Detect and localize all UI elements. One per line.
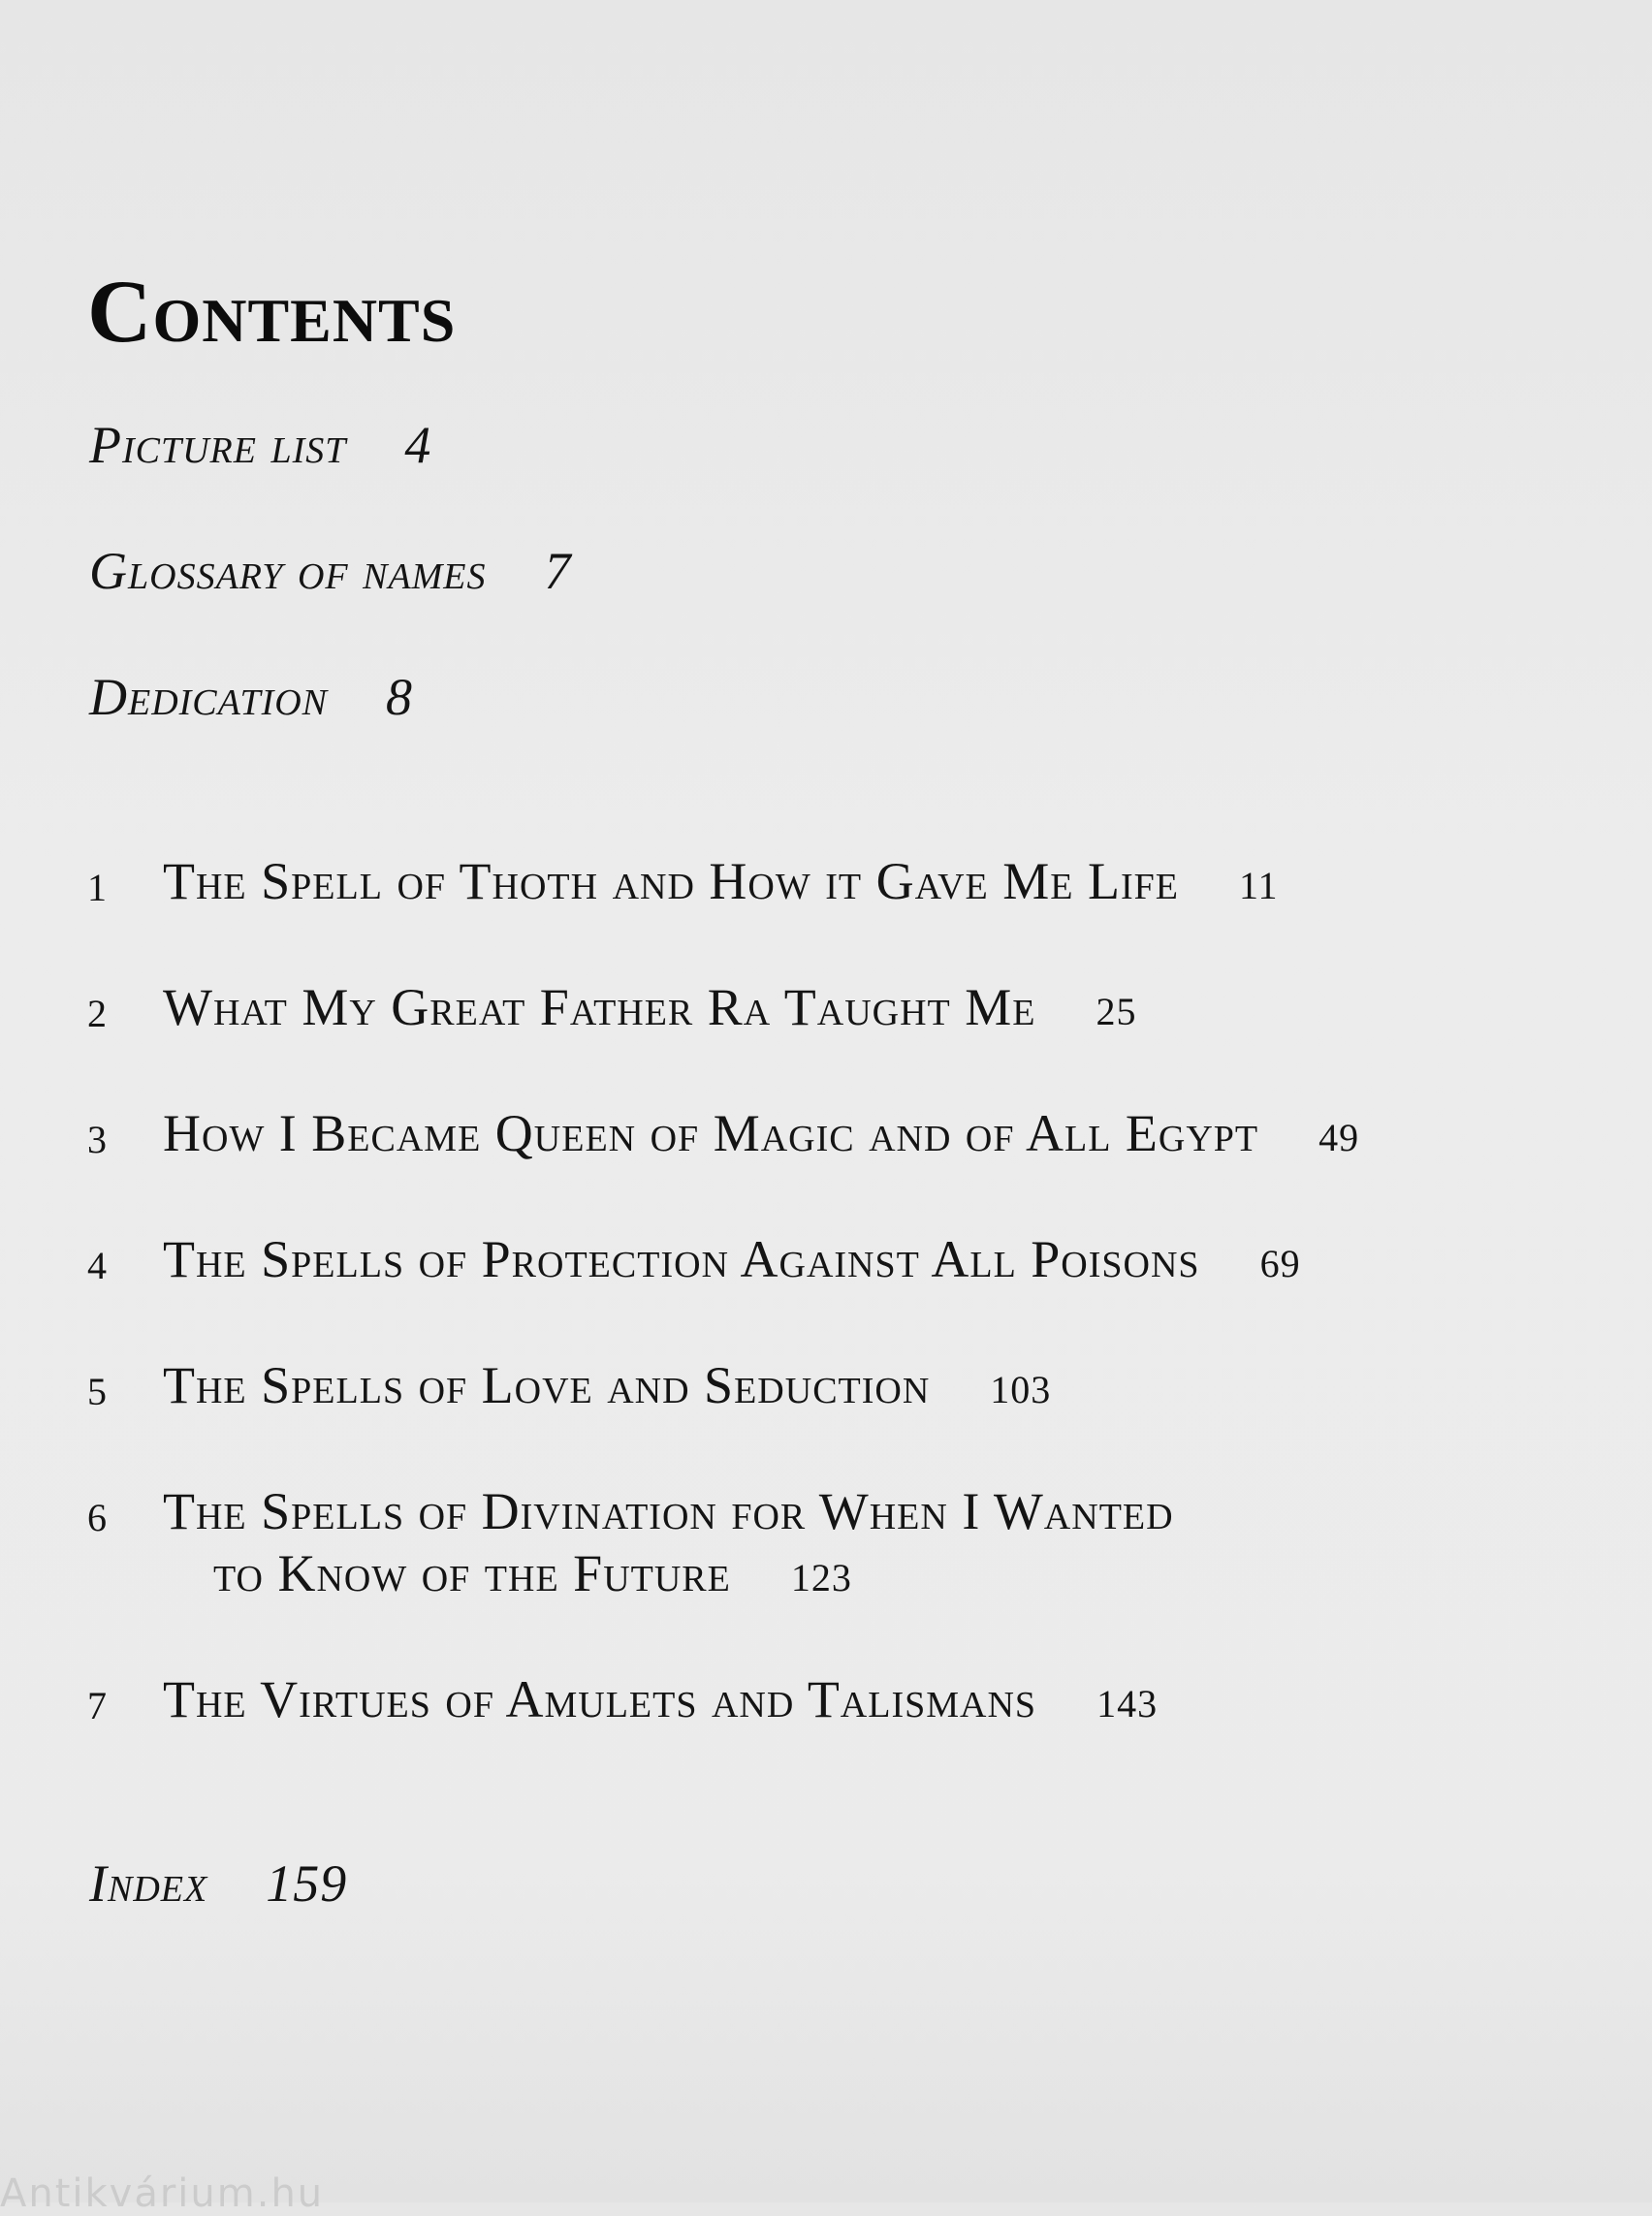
chapter-line	[163, 1355, 1051, 1415]
entry-page: 159	[266, 1854, 348, 1913]
chapter-number: 7	[87, 1684, 108, 1727]
chapter-page: 143	[1096, 1682, 1159, 1725]
chapter-number: 6	[87, 1496, 108, 1539]
chapter-line	[163, 1229, 1301, 1289]
chapter-page: 69	[1259, 1242, 1301, 1285]
entry-label: Picture list	[89, 416, 347, 474]
chapter-title: The Spells of Divination for When I Wanted	[163, 1482, 1174, 1540]
chapter-line	[163, 851, 1279, 911]
toc-entry-index[interactable]	[89, 1853, 347, 1914]
toc-entry-dedication[interactable]	[89, 667, 413, 727]
toc-entry-glossary[interactable]	[89, 541, 572, 601]
chapter-title: What My Great Father Ra Taught Me	[163, 978, 1036, 1036]
entry-label: Glossary of names	[89, 542, 487, 600]
chapter-number: 1	[87, 866, 108, 909]
chapter-line-continued	[213, 1543, 852, 1603]
chapter-title: The Spell of Thoth and How it Gave Me Life	[163, 852, 1179, 910]
chapter-number: 4	[87, 1244, 108, 1287]
chapter-title: The Spells of Protection Against All Poisons	[163, 1230, 1200, 1288]
toc-entry-picture-list[interactable]	[89, 415, 431, 475]
chapter-page: 25	[1096, 990, 1137, 1033]
entry-label: Dedication	[89, 668, 329, 726]
chapter-title-continued: to Know of the Future	[213, 1544, 731, 1602]
entry-page: 4	[404, 416, 432, 474]
entry-label: Index	[89, 1854, 208, 1913]
watermark: Antikvárium.hu	[0, 2171, 325, 2216]
chapter-line	[163, 1669, 1158, 1729]
chapter-page: 103	[990, 1368, 1052, 1411]
chapter-number: 2	[87, 992, 108, 1035]
chapter-line	[163, 977, 1136, 1037]
chapter-number: 5	[87, 1370, 108, 1413]
chapter-title: How I Became Queen of Magic and of All Egypt	[163, 1104, 1259, 1162]
chapter-title: The Virtues of Amulets and Talismans	[163, 1670, 1037, 1728]
chapter-title: The Spells of Love and Seduction	[163, 1356, 931, 1414]
chapter-page: 11	[1238, 864, 1279, 907]
chapter-number: 3	[87, 1118, 108, 1161]
entry-page: 8	[386, 668, 414, 726]
chapter-line	[163, 1103, 1359, 1163]
chapter-page: 49	[1318, 1116, 1360, 1159]
entry-page: 7	[544, 542, 572, 600]
page-title: Contents	[87, 262, 457, 361]
chapter-page: 123	[790, 1556, 852, 1599]
